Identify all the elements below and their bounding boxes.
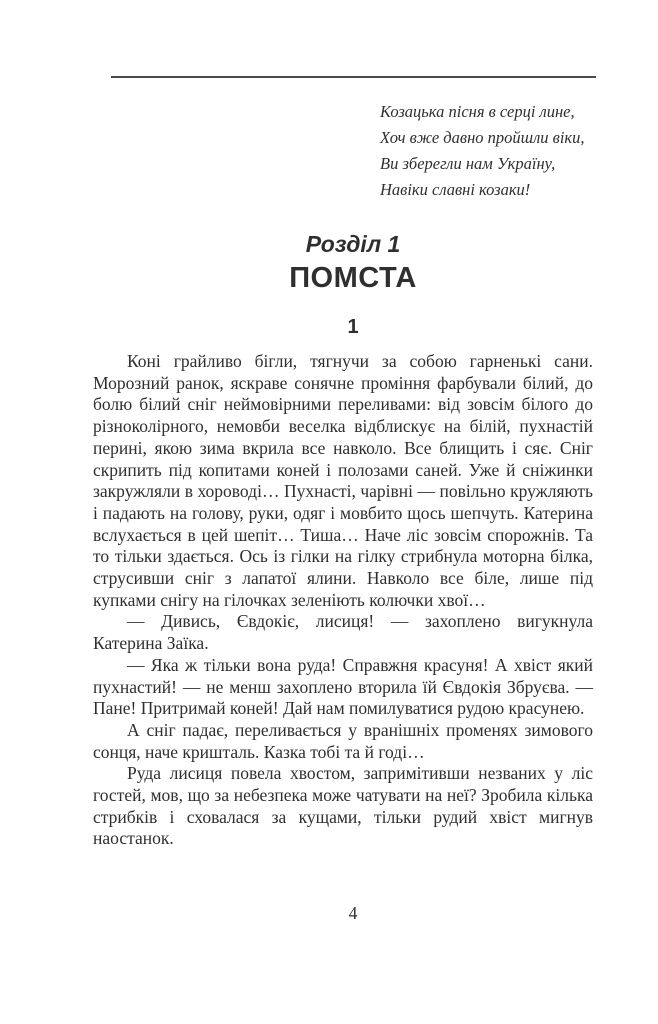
epigraph-line: Козацька пісня в серці лине, [380, 102, 575, 121]
epigraph-line: Навіки славні козаки! [380, 180, 531, 199]
chapter-label: Розділ 1 [305, 231, 401, 257]
body-paragraph: Руда лисиця повела хвостом, запримітивши незваних у ліс гостей, мов, що за небезпека може чатувати на неї? Зробила кілька стрибків і сховалася за кущами, тільки рудий хвіст мигнув наостанок. [93, 763, 593, 849]
header-rule [111, 76, 596, 78]
chapter-title: ПОМСТА [289, 262, 417, 294]
epigraph-line: Хоч вже давно пройшли віки, [380, 128, 585, 147]
body-text [93, 351, 593, 850]
page-number: 4 [348, 903, 358, 923]
body-paragraph: — Яка ж тільки вона руда! Справжня красуня! А хвіст який пухнастий! — не менш захоплено вторила їй Євдокія Збруєва. — Пане! Притримай коней! Дай нам помилуватися рудою красунею. [93, 654, 593, 719]
section-number: 1 [347, 316, 359, 338]
body-paragraph: А сніг падає, переливається у вранішніх променях зимового сонця, наче кришталь. Казка тобі та й годі… [93, 719, 593, 762]
body-paragraph: Коні грайливо бігли, тягнучи за собою гарненькі сани. Морозний ранок, яскраве сонячне проміння фарбували білий, до болю білий сніг неймовірними переливами: від зовсім білого до різноколірного, немовби веселка відблискує на білій, пухнастій перині, якою зима вкрила все навколо. Все блищить і сяє. Сніг скрипить під копитами коней і полозами саней. Уже й сніжинки закружляли в хороводі… Пухнасті, чарівні — повільно кружляють і падають на голову, руки, одяг і мовбито щось шепчуть. Катерина вслухається в цей шепіт… Тиша… Наче ліс зовсім спорожнів. Та то тільки здається. Ось із гілки на гілку стрибнула моторна білка, струсивши сніг з лапатої ялини. Навколо все біле, лише під купками снігу на гілочках зеленіють колючки хвої… [93, 351, 593, 610]
epigraph [380, 99, 585, 203]
epigraph-line: Ви зберегли нам Україну, [380, 154, 556, 173]
chapter-heading [103, 231, 603, 294]
body-paragraph: — Дивись, Євдокіє, лисиця! — захоплено вигукнула Катерина Заїка. [93, 611, 593, 654]
